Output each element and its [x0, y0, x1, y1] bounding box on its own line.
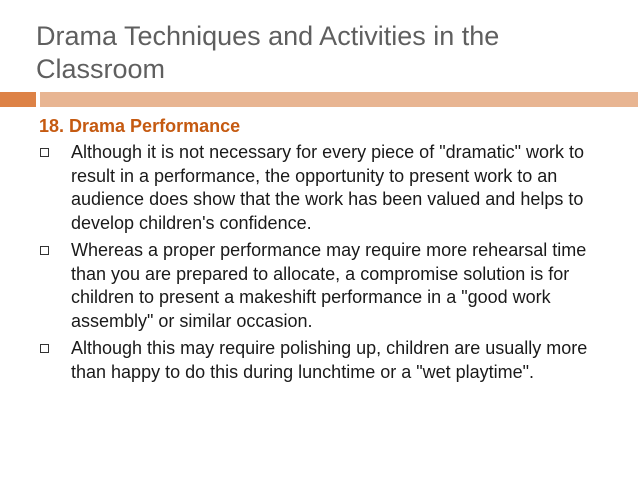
square-bullet-icon — [40, 344, 49, 353]
bullet-text: Although this may require polishing up, children are usually more than happy to do this during lunchtime or a "wet playtime". — [71, 338, 588, 382]
bullet-item — [39, 141, 619, 235]
section-heading: 18. Drama Performance — [39, 116, 241, 136]
bullet-text: Whereas a proper performance may require more rehearsal time than you are prepared to allocate, a compromise solution is for children to present a makeshift performance in a "good work assembly" or similar occasion. — [71, 240, 587, 331]
bullet-item — [39, 337, 619, 384]
square-bullet-icon — [40, 148, 49, 157]
bullet-text: Although it is not necessary for every piece of "dramatic" work to result in a performance, the opportunity to present work to an audience does show that the work has been valued and helps to develop children's confidence. — [71, 142, 585, 233]
slide-title: Drama Techniques and Activities in the Classroom — [36, 21, 500, 84]
title-divider-bar — [40, 92, 638, 107]
bullet-list — [39, 141, 619, 384]
title-divider-accent — [0, 92, 36, 107]
square-bullet-icon — [40, 246, 49, 255]
slide-content — [39, 115, 619, 388]
bullet-item — [39, 239, 619, 333]
